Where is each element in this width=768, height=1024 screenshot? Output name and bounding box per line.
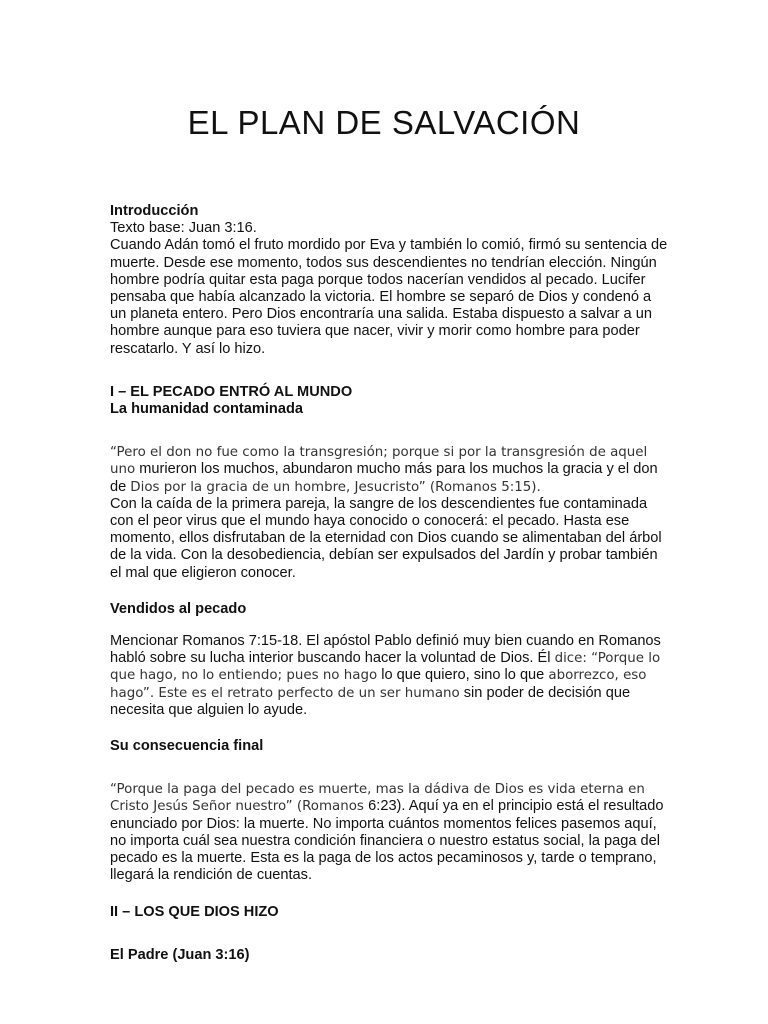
intro-base-text: Texto base: Juan 3:16. — [110, 220, 257, 237]
sold-text-end: sin poder de decisión que necesita que alguien lo ayude. — [110, 684, 631, 718]
document-title: EL PLAN DE SALVACIÓN — [187, 104, 581, 141]
sold-text-mid: lo que quiero, sino lo que — [377, 667, 549, 684]
sold-heading: Vendidos al pecado — [110, 600, 247, 617]
section2-subheading: El Padre (Juan 3:16) — [110, 946, 250, 963]
section1-quote-paragraph — [110, 444, 670, 496]
sold-text-start: Mencionar Romanos 7:15-18. El apóstol Pablo definió muy bien cuando en Romanos habló sobre su lucha interior buscando hacer la voluntad de Dios. Él — [110, 633, 661, 667]
romans-5-15-quote-middle: murieron los muchos, abundaron mucho más para los muchos la gracia y el don de — [110, 461, 658, 495]
romans-7-quote-2: aborrezco, eso hago”. Este es el retrato perfecto de un ser humano — [110, 668, 647, 701]
section1-paragraph: Con la caída de la primera pareja, la sangre de los descendientes fue contaminada con el peor virus que el mundo haya conocido o conocerá: el pecado. Hasta ese momento, ellos disfrutaban de la eternidad con Dios cuando se alimentaban del árbol de la vida. Con la desobediencia, debían ser expulsados del Jardín y probar también el mal que eligieron conocer. — [110, 495, 662, 581]
consequence-paragraph — [110, 781, 670, 884]
romans-7-quote: dice: “Porque lo que hago, no lo entiendo; pues no hago — [110, 651, 661, 684]
section1-heading: I – EL PECADO ENTRÓ AL MUNDO — [110, 383, 353, 400]
sold-paragraph — [110, 633, 670, 719]
romans-6-23-quote: “Porque la paga del pecado es muerte, mas la dádiva de Dios es vida eterna en Cristo Jesús Señor nuestro” (Romanos — [110, 782, 645, 815]
intro-heading: Introducción — [110, 203, 199, 219]
intro-paragraph: Cuando Adán tomó el fruto mordido por Eva y también lo comió, firmó su sentencia de muerte. Desde ese momento, todos sus descendientes no tendrían elección. Ningún hombre podría quitar esta paga porque todos nacerían vendidos al pecado. Lucifer pensaba que había alcanzado la victoria. El hombre se separó de Dios y condenó a un planeta entero. Pero Dios encontraría una salida. Estaba dispuesto a salvar a un hombre aunque para eso tuviera que nacer, vivir y morir como hombre para poder rescatarlo. Y así lo hizo. — [110, 237, 668, 357]
document-body — [110, 203, 670, 964]
romans-5-15-quote-end: Dios por la gracia de un hombre, Jesucristo” (Romanos 5:15). — [130, 479, 541, 495]
section2-heading: II – LOS QUE DIOS HIZO — [110, 903, 279, 920]
consequence-text: 6:23). Aquí ya en el principio está el resultado enunciado por Dios: la muerte. No importa cuántos momentos felices pasemos aquí, no importa cuál sea nuestra condición financiera o nuestro estatus social, la paga del pecado es la muerte. Esta es la paga de los actos pecaminosos y, tarde o temprano, llegará la rendición de cuentas. — [110, 798, 664, 884]
romans-5-15-quote-start: “Pero el don no fue como la transgresión; porque si por la transgresión de aquel uno — [110, 445, 648, 478]
consequence-heading: Su consecuencia final — [110, 738, 264, 755]
section1-subheading: La humanidad contaminada — [110, 401, 303, 418]
